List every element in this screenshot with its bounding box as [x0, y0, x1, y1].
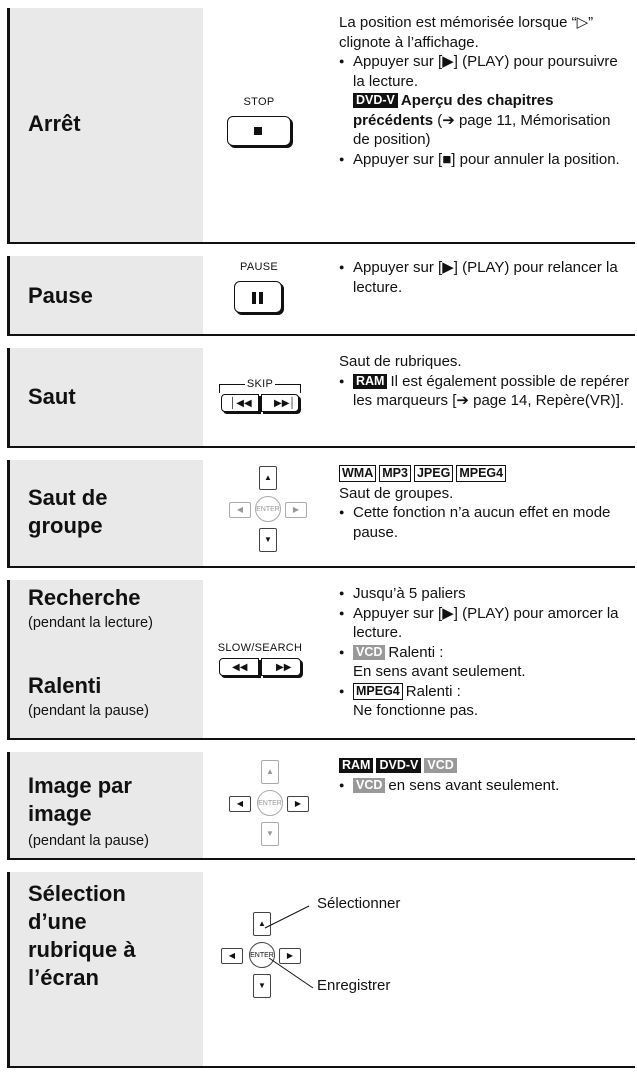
- skip-prev-button[interactable]: [221, 394, 259, 412]
- section-group-skip: [7, 460, 635, 568]
- section-title: Pause: [28, 283, 93, 308]
- enter-button[interactable]: ENTER: [255, 496, 281, 522]
- slow-search-label: SLOW/SEARCH: [217, 642, 303, 654]
- up-button[interactable]: [259, 466, 277, 490]
- section-title-line2: d’une: [28, 909, 87, 934]
- mp3-tag: MP3: [379, 465, 411, 482]
- section-frame: [7, 752, 635, 860]
- left-arrow-icon: ◀: [236, 799, 244, 808]
- stop-control: [221, 96, 297, 156]
- dvd-v-tag: DVD-V: [353, 93, 398, 108]
- right-button[interactable]: [287, 796, 309, 812]
- up-button[interactable]: [261, 760, 279, 784]
- pause-label: PAUSE: [240, 261, 278, 273]
- pause-control: [221, 261, 297, 323]
- jpeg-tag: JPEG: [414, 465, 453, 482]
- search-subtitle: (pendant la lecture): [28, 615, 153, 631]
- section-title-line2: image: [28, 801, 92, 826]
- section-title: Saut: [28, 384, 76, 409]
- section-title-line2: groupe: [28, 513, 103, 538]
- callout-lines: [257, 902, 397, 1022]
- slow-subtitle: (pendant la pause): [28, 703, 149, 719]
- select-label: Sélectionner: [317, 895, 401, 912]
- mpeg4-tag: MPEG4: [456, 465, 506, 482]
- up-arrow-icon: ▲: [266, 767, 274, 776]
- left-button[interactable]: [229, 502, 251, 518]
- description: ● Jusqu’à 5 paliers ● Appuyer sur [▶] (PLAY) pour amorcer la lecture. ● VCD Ralenti : En sens avant seulement. ● MPEG4 Ralenti : Ne fonctionne pas.: [339, 584, 631, 721]
- left-button[interactable]: [221, 948, 243, 964]
- up-arrow-icon: ▲: [264, 473, 272, 482]
- section-title-line1: Sélection: [28, 881, 126, 906]
- down-arrow-icon: ▼: [266, 829, 274, 838]
- enter-button[interactable]: ENTER: [257, 790, 283, 816]
- skip-next-icon: ▶▶│: [274, 398, 296, 409]
- vcd-tag: VCD: [424, 758, 456, 773]
- left-arrow-icon: ◀: [228, 951, 236, 960]
- search-title: Recherche: [28, 585, 141, 610]
- group-dpad: [229, 466, 305, 558]
- description: La position est mémorisée lorsque “▷” clignote à l’affichage. ● Appuyer sur [▶] (PLAY) pour poursuivre la lecture. DVD-V Aperçu des chapitres précédents (➔ page 11, Mémorisation de position) ● Appuyer sur [■] pour annuler la position.: [339, 13, 631, 169]
- right-arrow-icon: ▶: [286, 951, 294, 960]
- skip-prev-icon: │◀◀: [230, 398, 252, 409]
- description: Saut de rubriques. ● RAM Il est également possible de repérer les marqueurs [➔ page 14, Repère(VR)].: [339, 352, 631, 411]
- rewind-button[interactable]: [219, 658, 259, 676]
- right-button[interactable]: [285, 502, 307, 518]
- section-title-line1: Image par: [28, 773, 132, 798]
- mpeg4-tag: MPEG4: [353, 683, 403, 700]
- section-title: Arrêt: [28, 111, 81, 136]
- frame-dpad: [229, 760, 309, 852]
- right-arrow-icon: ▶: [294, 799, 302, 808]
- section-stop: [7, 8, 635, 244]
- forward-button[interactable]: [261, 658, 301, 676]
- stop-button[interactable]: [227, 116, 291, 146]
- section-title-line4: l’écran: [28, 965, 99, 990]
- enter-button[interactable]: ENTER: [249, 942, 275, 968]
- skip-next-button[interactable]: [261, 394, 299, 412]
- down-button[interactable]: [259, 528, 277, 552]
- vcd-tag: VCD: [353, 645, 385, 660]
- stop-label: STOP: [243, 96, 275, 108]
- section-select: [7, 872, 635, 1068]
- vcd-tag: VCD: [353, 778, 385, 793]
- forward-icon: ▶▶: [276, 662, 292, 673]
- rewind-icon: ◀◀: [232, 662, 248, 673]
- left-button[interactable]: [229, 796, 251, 812]
- down-button[interactable]: [261, 822, 279, 846]
- up-arrow-icon: ▲: [258, 919, 266, 928]
- stop-icon: [254, 127, 262, 135]
- down-arrow-icon: ▼: [258, 981, 266, 990]
- dvd-v-tag: DVD-V: [376, 758, 421, 773]
- section-title-line3: rubrique à: [28, 937, 136, 962]
- register-label: Enregistrer: [317, 977, 391, 994]
- skip-control: [219, 378, 301, 422]
- down-arrow-icon: ▼: [264, 535, 272, 544]
- left-arrow-icon: ◀: [236, 505, 244, 514]
- pause-icon: [252, 292, 264, 304]
- ram-tag: RAM: [353, 374, 387, 389]
- pause-button[interactable]: [234, 281, 282, 313]
- description: WMA MP3 JPEG MPEG4 Saut de groupes. ● Cette fonction n’a aucun effet en mode pause.: [339, 464, 631, 542]
- description: ● Appuyer sur [▶] (PLAY) pour relancer la lecture.: [339, 258, 631, 297]
- section-search: [7, 580, 635, 740]
- slow-search-control: [217, 642, 303, 686]
- section-title-line1: Saut de: [28, 485, 108, 510]
- slow-title: Ralenti: [28, 673, 102, 698]
- ram-tag: RAM: [339, 758, 373, 773]
- right-arrow-icon: ▶: [292, 505, 300, 514]
- section-pause: [7, 256, 635, 336]
- section-skip: [7, 348, 635, 448]
- wma-tag: WMA: [339, 465, 376, 482]
- section-subtitle: (pendant la pause): [28, 833, 149, 849]
- skip-label: SKIP: [246, 378, 274, 390]
- description: RAM DVD-V VCD ● VCD en sens avant seulement.: [339, 756, 631, 795]
